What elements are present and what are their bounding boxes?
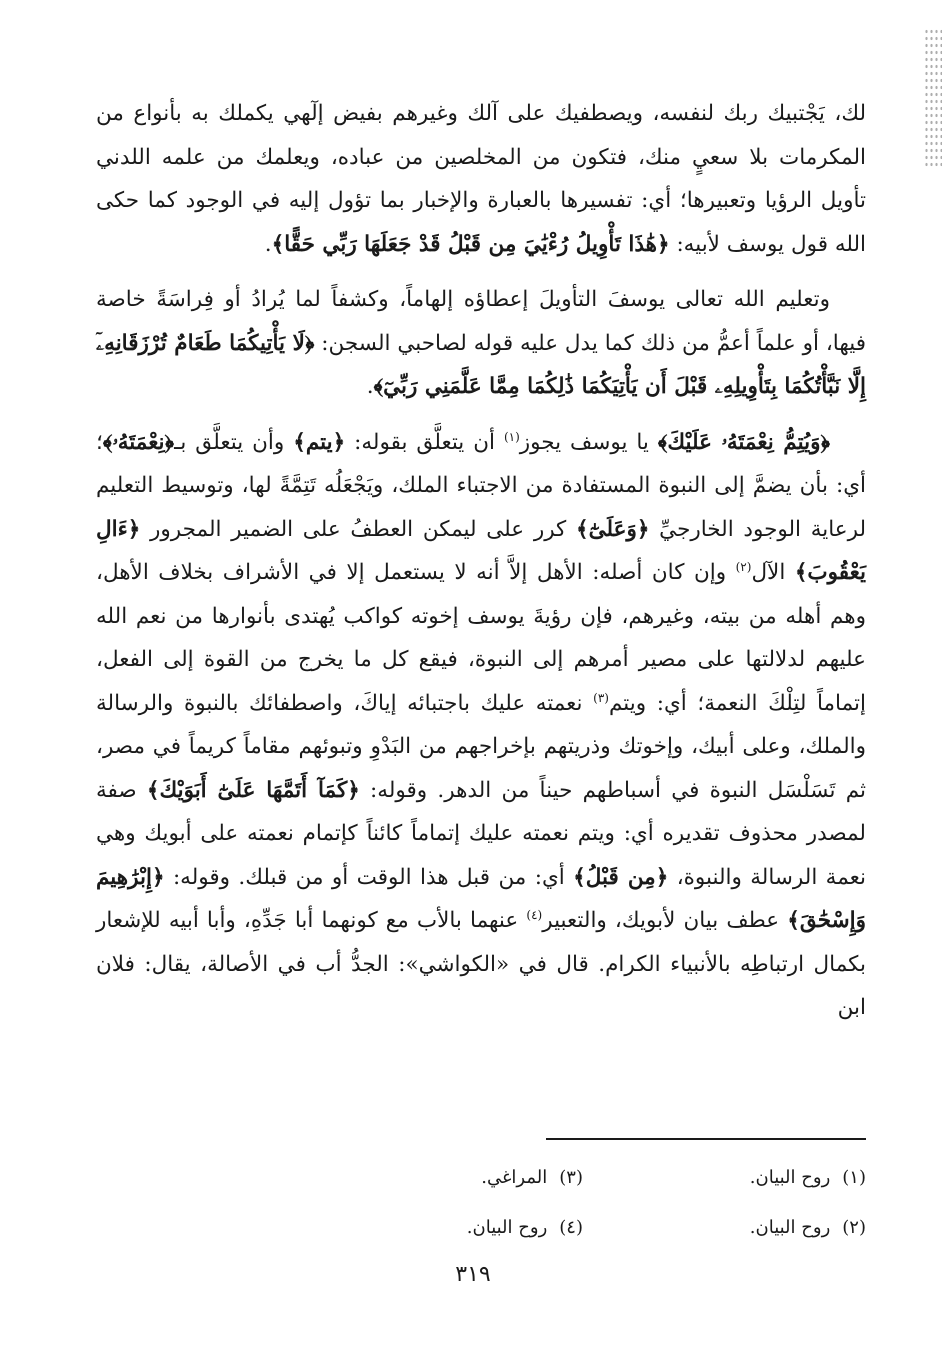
text-run: الآل xyxy=(751,560,795,585)
text-run: كرر على ليمكن العطفُ على الضمير المجرور xyxy=(140,516,576,542)
main-text xyxy=(96,92,866,1030)
footnote-2 xyxy=(583,1217,866,1238)
footnotes xyxy=(300,1152,866,1252)
page-number: ٣١٩ xyxy=(455,1262,491,1287)
text-run: وإن كان أصله: الأهل إلاَّ أنه لا يستعمل إلا في الأشراف بخلاف الأهل، وهم أهله من بيته، وغيرهم، فإن رؤيةَ يوسف إخوته كواكب يُهتدى بأنوارها من نعم الله عليهم لدلالتها على مصير أمرهم إلى النبوة، فيقع كل ما يخرج من القوة إلى الفعل، إتماماً لتِلْكَ النعمة؛ أي: ويتم xyxy=(96,560,866,716)
text-run: . xyxy=(366,374,374,399)
text-run: صفة لمصدر محذوف تقديره أي: ويتم نعمته عليك إتماماً كائناً كإتمام نعمته على أبويك وهي نعمة الرسالة والنبوة، xyxy=(96,777,866,890)
footnote-4 xyxy=(300,1217,583,1238)
quran-verse: ﴿إِبْرَٰهِيمَ وَإِسْحَٰقَ﴾ xyxy=(96,864,867,933)
quran-verse: ﴿وَيُتِمُّ نِعْمَتَهُۥ عَلَيْكَ﴾ xyxy=(657,429,830,455)
footnote-text: روح البيان. xyxy=(749,1216,831,1238)
quran-verse: ﴿نِعْمَتَهُۥ﴾ xyxy=(102,429,175,455)
footnote-separator xyxy=(546,1138,866,1140)
text-run: ؛ أي: بأن يضمَّ إلى النبوة المستفادة من الاجتباء الملك، ويَجْعَلُه تَتِمَّةً لها، وتوسيط التعليم لرعاية الوجود الخارجيِّ xyxy=(96,429,866,542)
footnote-1 xyxy=(583,1167,866,1188)
paragraph-1 xyxy=(96,92,866,266)
text-run: وأن يتعلَّق بـ xyxy=(174,429,294,455)
footnote-number: (٢) xyxy=(842,1216,866,1238)
quran-verse: ﴿هَٰذَا تَأْوِيلُ رُءْيَٰيَ مِن قَبْلُ قَدْ جَعَلَهَا رَبِّي حَقًّا﴾ xyxy=(271,231,670,257)
text-run: يا يوسف يجوز xyxy=(519,429,658,455)
footnote-number: (٣) xyxy=(559,1166,583,1188)
footnote-text: روح البيان. xyxy=(466,1216,548,1238)
footnote-text: روح البيان. xyxy=(749,1166,831,1188)
footnote-row xyxy=(300,1202,866,1252)
text-run: وتعليم الله تعالى يوسفَ التأويلَ إعطاؤه إلهاماً، وكشفاً لما يُرادُ أو فِراسَةً خاصة فيها، أو علماً أعمُّ من ذلك كما يدل عليه قوله لصاحبي السجن: xyxy=(96,287,866,356)
text-run: لك، يَجْتبيك ربك لنفسه، ويصطفيك على آلك وغيرهم بفيض إلٓهي يكملك به بأنواع من المكرمات بلا سعيٍ منك، فتكون من المخلصين من عباده، ويعلمك من علمه اللدني تأويل الرؤيا وتعبيرها؛ أي: تفسيرها بالعبارة والإخبار بما تؤول إليه في الوجود كما حكى الله قول يوسف لأبيه: xyxy=(96,101,866,257)
paragraph-2 xyxy=(96,278,866,409)
footnote-reference: (١) xyxy=(503,429,520,444)
text-run: عنهما بالأب مع كونهما أبا جَدِّهِ، وأبا أبيه للإشعار بكمال ارتباطِه بالأنبياء الكرام. قال في «الكواشي»: الجدُّ أب في الأصالة، يقال: فلان ابن xyxy=(96,908,866,1020)
footnote-number: (١) xyxy=(842,1166,866,1188)
paragraph-3 xyxy=(96,421,866,1030)
footnote-text: المراغي. xyxy=(481,1166,548,1188)
footnote-reference: (٣) xyxy=(593,690,609,705)
text-run: أن يتعلَّق بقوله: xyxy=(345,429,504,455)
quran-verse: ﴿ءَالِ يَعْقُوبَ﴾ xyxy=(96,516,866,585)
text-run: . xyxy=(264,231,272,257)
quran-verse: ﴿يتم﴾ xyxy=(293,429,346,455)
footnote-3 xyxy=(300,1167,583,1188)
quran-verse: ﴿كَمَآ أَتَمَّهَا عَلَىٰٓ أَبَوَيْكَ﴾ xyxy=(146,777,360,803)
text-run: عطف بيان لأبويك، والتعبير xyxy=(542,908,788,933)
quran-verse: ﴿مِن قَبْلُ﴾ xyxy=(573,864,669,890)
text-run: نعمته عليك باجتبائه إياكَ، واصطفائك بالنبوة والرسالة والملك، وعلى أبيك، وإخوتك وذريتهم بإخراجهم من البَدْوِ وتبوئهم مقاماً كريماً في مصر، ثم تَسَلْسَل النبوة في أسباطهم حيناً من الدهر. وقوله: xyxy=(96,690,866,803)
quran-verse: ﴿لَا يَأْتِيكُمَا طَعَامٌ تُرْزَقَانِهِۦٓ إِلَّا نَبَّأْتُكُمَا بِتَأْوِيلِهِۦ قَبْلَ أَن يَأْتِيَكُمَا ذَٰلِكُمَا مِمَّا عَلَّمَنِي رَبِّيٓ﴾ xyxy=(96,330,866,399)
quran-verse: ﴿وَعَلَىٰٓ﴾ xyxy=(576,516,650,542)
text-run: أي: من قبل هذا الوقت أو من قبلك. وقوله: xyxy=(164,864,574,890)
scan-artifact xyxy=(924,28,942,168)
footnote-number: (٤) xyxy=(559,1216,583,1238)
footnote-reference: (٢) xyxy=(735,559,752,574)
footnote-row xyxy=(300,1152,866,1202)
footnote-reference: (٤) xyxy=(526,907,543,922)
